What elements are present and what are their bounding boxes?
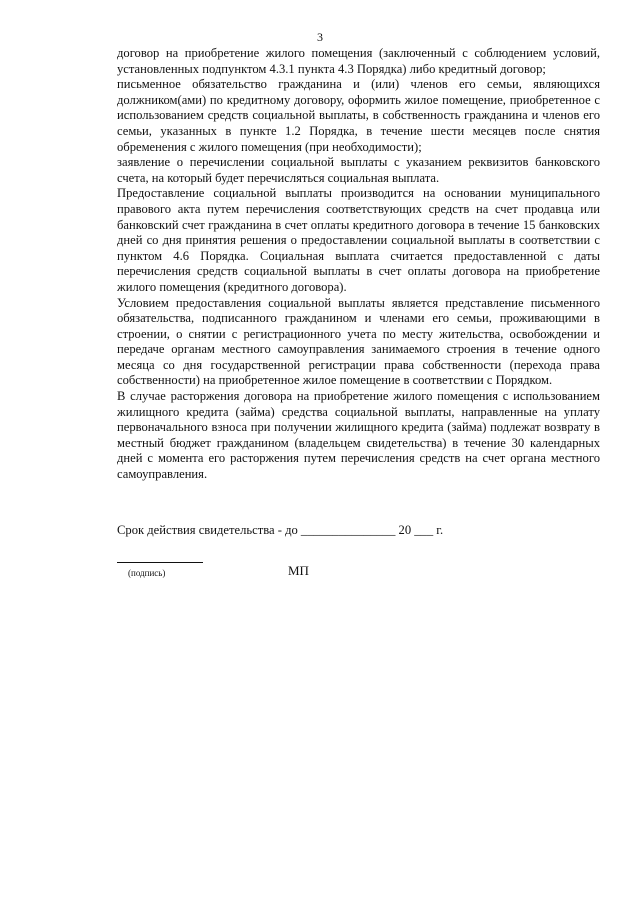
- paragraph-application: заявление о перечислении социальной выплаты с указанием реквизитов банковского счета, на который будет перечисляться социальная выплата.: [117, 155, 600, 185]
- paragraph-obligation: письменное обязательство гражданина и (или) членов его семьи, являющихся должником(ами) по кредитному договору, оформить жилое помещение, приобретенное с использованием средств социальной выплаты, в собственность гражданина и членов его семьи, указанных в пункте 1.2 Порядка, в течение шести месяцев после снятия обременения с жилого помещения (при необходимости);: [117, 77, 600, 154]
- signature-caption: (подпись): [128, 568, 166, 578]
- stamp-place: МП: [288, 563, 309, 578]
- document-body: [117, 46, 600, 483]
- paragraph-termination: В случае расторжения договора на приобретение жилого помещения с использованием жилищного кредита (займа) средства социальной выплаты, направленные на уплату первоначального взноса при получении жилищного кредита (займа) подлежат возврату в местный бюджет гражданином (владельцем свидетельства) в течение 30 календарных дней с момента его расторжения путем перечисления средств на счет органа местного самоуправления.: [117, 389, 600, 482]
- paragraph-contract: договор на приобретение жилого помещения (заключенный с соблюдением условий, установленных подпунктом 4.3.1 пункта 4.3 Порядка) либо кредитный договор;: [117, 46, 600, 76]
- signature-line: [117, 562, 203, 563]
- page-number: 3: [317, 30, 323, 44]
- validity-line: Срок действия свидетельства - до _______________ 20 ___ г.: [117, 523, 444, 537]
- paragraph-condition: Условием предоставления социальной выплаты является представление письменного обязательства, подписанного гражданином и членами его семьи, проживающими в строении, о снятии с регистрационного учета по месту жительства, освобождении и передаче органам местного самоуправления занимаемого строения в течение одного месяца со дня государственной регистрации права собственности (перехода права собственности) на приобретенное жилое помещение в соответствии с Порядком.: [117, 295, 600, 388]
- paragraph-payment-procedure: Предоставление социальной выплаты производится на основании муниципального правового акта путем перечисления соответствующих средств на счет продавца или банковский счет гражданина в счет оплаты кредитного договора в течение 15 банковских дней со дня принятия решения о предоставлении социальной выплаты в соответствии с пунктом 4.6 Порядка. Социальная выплата считается предоставленной с даты перечисления средств социальной выплаты в счет оплаты договора на приобретение жилого помещения (кредитного договора).: [117, 186, 600, 294]
